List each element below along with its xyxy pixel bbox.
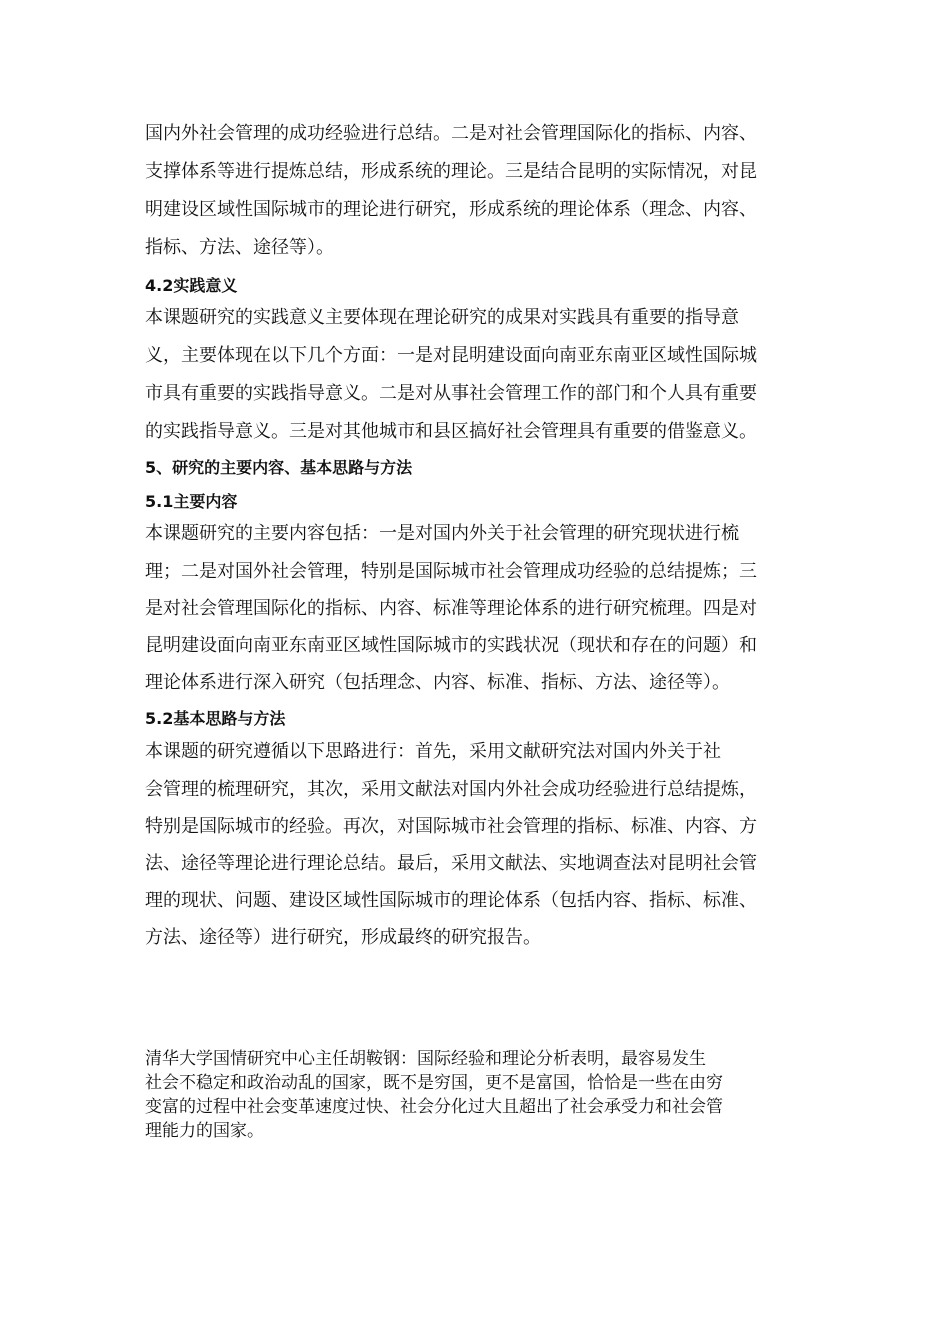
footnote-line: 变富的过程中社会变革速度过快、社会分化过大且超出了社会承受力和社会管 xyxy=(145,1097,723,1117)
paragraph-line: 指标、方法、途径等）。 xyxy=(145,237,334,258)
section-heading-5: 5、研究的主要内容、基本思路与方法 xyxy=(145,458,413,477)
footnote-line: 理能力的国家。 xyxy=(145,1121,264,1141)
paragraph-line: 支撑体系等进行提炼总结，形成系统的理论。三是结合昆明的实际情况，对昆 xyxy=(145,161,757,182)
section-heading-4-2: 4.2实践意义 xyxy=(145,276,238,295)
paragraph-line: 昆明建设面向南亚东南亚区域性国际城市的实践状况（现状和存在的问题）和 xyxy=(145,635,757,656)
paragraph-line: 特别是国际城市的经验。再次，对国际城市社会管理的指标、标准、内容、方 xyxy=(145,816,757,837)
paragraph-line: 会管理的梳理研究，其次，采用文献法对国内外社会成功经验进行总结提炼， xyxy=(145,779,757,800)
paragraph-line: 义，主要体现在以下几个方面：一是对昆明建设面向南亚东南亚区域性国际城 xyxy=(145,345,757,366)
paragraph-line: 理；二是对国外社会管理，特别是国际城市社会管理成功经验的总结提炼；三 xyxy=(145,561,757,582)
paragraph-line: 是对社会管理国际化的指标、内容、标准等理论体系的进行研究梳理。四是对 xyxy=(145,598,757,619)
paragraph-line: 本课题的研究遵循以下思路进行：首先，采用文献研究法对国内外关于社 xyxy=(145,741,721,762)
paragraph-line: 理的现状、问题、建设区域性国际城市的理论体系（包括内容、指标、标准、 xyxy=(145,890,757,911)
section-heading-5-2: 5.2基本思路与方法 xyxy=(145,709,286,728)
paragraph-line: 明建设区域性国际城市的理论进行研究，形成系统的理论体系（理念、内容、 xyxy=(145,199,757,220)
paragraph-line: 方法、途径等）进行研究，形成最终的研究报告。 xyxy=(145,927,541,948)
footnote-line: 清华大学国情研究中心主任胡鞍钢：国际经验和理论分析表明，最容易发生 xyxy=(145,1049,706,1069)
paragraph-line: 法、途径等理论进行理论总结。最后，采用文献法、实地调查法对昆明社会管 xyxy=(145,853,757,874)
paragraph-line: 市具有重要的实践指导意义。二是对从事社会管理工作的部门和个人具有重要 xyxy=(145,383,757,404)
paragraph-line: 国内外社会管理的成功经验进行总结。二是对社会管理国际化的指标、内容、 xyxy=(145,123,757,144)
footnote-line: 社会不稳定和政治动乱的国家，既不是穷国，更不是富国，恰恰是一些在由穷 xyxy=(145,1073,723,1093)
paragraph-line: 本课题研究的实践意义主要体现在理论研究的成果对实践具有重要的指导意 xyxy=(145,307,739,328)
paragraph-line: 理论体系进行深入研究（包括理念、内容、标准、指标、方法、途径等）。 xyxy=(145,672,730,693)
paragraph-line: 本课题研究的主要内容包括：一是对国内外关于社会管理的研究现状进行梳 xyxy=(145,523,739,544)
section-heading-5-1: 5.1主要内容 xyxy=(145,492,238,511)
paragraph-line: 的实践指导意义。三是对其他城市和县区搞好社会管理具有重要的借鉴意义。 xyxy=(145,421,757,442)
